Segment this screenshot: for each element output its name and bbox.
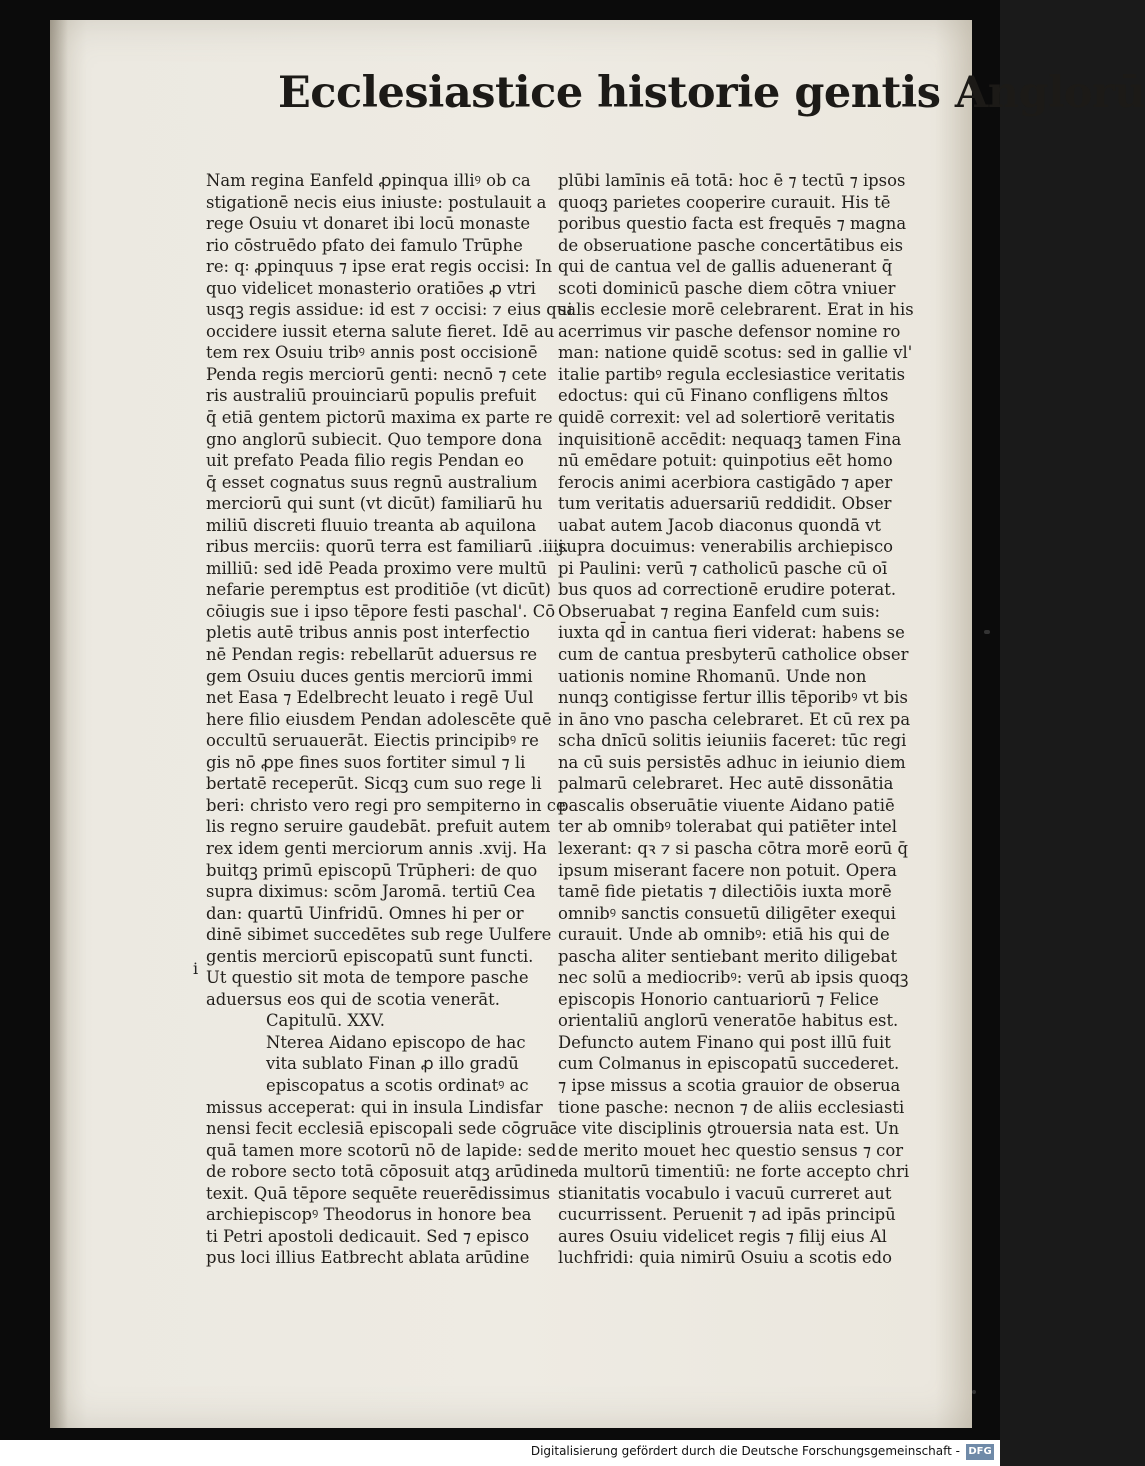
text-line: Nam regina Eanfeld ꝓpinqua illiꝰ ob ca bbox=[206, 171, 531, 190]
text-line: pus loci illius Eatbrecht ablata arūdine bbox=[206, 1248, 530, 1268]
funding-notice: Digitalisierung gefördert durch die Deutsche Forschungsgemeinschaft - bbox=[530, 1444, 960, 1458]
text-line: poribus questio facta est frequēs ⁊ magna bbox=[558, 214, 907, 234]
text-line: rex idem genti merciorum annis .xvij. Ha bbox=[206, 838, 547, 858]
text-line: missus acceperat: qui in insula Lindisfar bbox=[206, 1097, 543, 1117]
text-line: texit. Quā tēpore sequēte reuerēdissimus bbox=[206, 1183, 551, 1203]
text-line: quoqꝫ parietes cooperire curauit. His tē bbox=[558, 192, 891, 212]
text-line: merciorū qui sunt (vt dicūt) familiarū hu bbox=[206, 494, 543, 514]
text-line: milliū: sed idē Peada proximo vere multū bbox=[206, 558, 547, 578]
text-line: bertatē receperūt. Sicqꝫ cum suo rege li bbox=[206, 774, 542, 794]
text-line: q̄ etiā gentem pictorū maxima ex parte re bbox=[206, 408, 553, 428]
text-line: miliū discreti fluuio treanta ab aquilona bbox=[206, 515, 537, 535]
text-line: scoti dominicū pasche diem cōtra vniuer bbox=[558, 278, 896, 298]
text-line: aures Osuiu videlicet regis ⁊ filij eius Al bbox=[558, 1226, 887, 1246]
text-line: archiepiscopꝰ Theodorus in honore bea bbox=[206, 1205, 532, 1225]
text-line: pascalis obseruātie viuente Aidano patiē bbox=[558, 795, 895, 815]
text-line: scha dnīcū solitis ieiuniis faceret: tūc regi bbox=[558, 731, 907, 751]
dfg-logo: DFG bbox=[966, 1444, 994, 1460]
text-line: Nterea Aidano episcopo de hac bbox=[266, 1032, 526, 1052]
text-line: usqꝫ regis assidue: id est ⁊ occisi: ⁊ eius qui bbox=[206, 300, 573, 320]
text-line: ⁊ ipse missus a scotia grauior de obserua bbox=[558, 1075, 901, 1095]
text-line: pletis autē tribus annis post interfectio bbox=[206, 623, 530, 643]
text-line: quidē correxit: vel ad solertiorē veritatis bbox=[558, 408, 895, 428]
text-line: ferocis animi acerbiora castigādo ⁊ aper bbox=[558, 472, 893, 492]
text-line: orientaliū anglorū veneratōe habitus est. bbox=[558, 1011, 899, 1031]
text-line: buitqꝫ primū episcopū Trūpheri: de quo bbox=[206, 860, 538, 880]
text-line: stianitatis vocabulo i vacuū curreret aut bbox=[558, 1183, 892, 1203]
text-line: nec solū a mediocribꝰ: verū ab ipsis quoqꝫ bbox=[558, 968, 909, 988]
text-line: stigationē necis eius iniuste: postulauit a bbox=[206, 192, 547, 212]
text-line: inquisitionē accēdit: nequaqꝫ tamen Fina bbox=[558, 429, 902, 449]
text-line: dinē sibimet succedētes sub rege Uulfere bbox=[206, 925, 552, 945]
text-line: nū emēdare potuit: quinpotius eēt homo bbox=[558, 451, 893, 471]
text-line: nē Pendan regis: rebellarūt aduersus re bbox=[206, 645, 538, 665]
text-line: gno anglorū subiecit. Quo tempore dona bbox=[206, 429, 543, 449]
text-line: plūbi lamīnis eā totā: hoc ē ⁊ tectū ⁊ ipsos bbox=[558, 171, 906, 190]
text-line: Obseruabat ⁊ regina Eanfeld cum suis: bbox=[558, 601, 881, 621]
text-line: pi Paulini: verū ⁊ catholicū pasche cū oī bbox=[558, 558, 888, 578]
text-line: edoctus: qui cū Finano confligens m̄ltos bbox=[558, 386, 889, 406]
text-line: italie partibꝰ regula ecclesiastice veritatis bbox=[558, 364, 906, 384]
text-line: ti Petri apostoli dedicauit. Sed ⁊ episco bbox=[206, 1226, 530, 1246]
text-line: supra diximus: scōm Jaromā. tertiū Cea bbox=[206, 882, 536, 902]
text-line: Defuncto autem Finano qui post illū fuit bbox=[558, 1032, 891, 1052]
text-line: man: natione quidē scotus: sed in gallie vl' bbox=[558, 343, 913, 363]
text-line: omnibꝰ sanctis consuetū diligēter exequi bbox=[558, 903, 896, 923]
text-line: gentis merciorū episcopatū sunt functi. bbox=[206, 946, 534, 966]
text-line: episcopis Honorio cantuariorū ⁊ Felice bbox=[558, 989, 879, 1009]
text-line: episcopatus a scotis ordinatꝰ ac bbox=[266, 1075, 529, 1095]
text-line: vita sublato Finan ꝓ illo gradū bbox=[266, 1054, 519, 1074]
text-line: acerrimus vir pasche defensor nomine ro bbox=[558, 321, 901, 341]
text-line: uit prefato Peada filio regis Pendan eo bbox=[206, 451, 524, 471]
text-line: ter ab omnibꝰ tolerabat qui patiēter intel bbox=[558, 817, 897, 837]
text-line: occidere iussit eterna salute fieret. Idē au bbox=[206, 321, 555, 341]
text-line: in āno vno pascha celebraret. Et cū rex pa bbox=[558, 709, 911, 729]
text-line: nunqꝫ contigisse fertur illis tēporibꝰ vt bis bbox=[558, 688, 908, 708]
guide-letter: i bbox=[193, 959, 199, 978]
text-line: tione pasche: necnon ⁊ de aliis ecclesiasti bbox=[558, 1097, 905, 1117]
text-line: rege Osuiu vt donaret ibi locū monaste bbox=[206, 214, 531, 234]
text-line: quo videlicet monasterio oratiōes ꝓ vtri bbox=[206, 278, 536, 298]
text-line: ris australiū prouinciarū populis prefuit bbox=[206, 386, 537, 406]
text-line: supra docuimus: venerabilis archiepisco bbox=[558, 537, 893, 557]
text-line: ce vite disciplinis ꝯtrouersia nata est. Un bbox=[558, 1119, 900, 1139]
text-line: lexerant: qꝛ ⁊ si pascha cōtra morē eorū q̄ bbox=[558, 838, 908, 858]
text-line: de robore secto totā cōposuit atqꝫ arūdine bbox=[206, 1162, 560, 1182]
right-column bbox=[558, 170, 914, 1269]
text-line: ipsum miserant facere non potuit. Opera bbox=[558, 860, 897, 880]
chapter-heading-line: aduersus eos qui de scotia venerāt. bbox=[206, 989, 500, 1009]
running-heading: Ecclesiastice historie gentis Anglorū bbox=[278, 68, 1145, 118]
text-line: Penda regis merciorū genti: necnō ⁊ cete bbox=[206, 364, 547, 384]
chapter-heading-line: Ut questio sit mota de tempore pasche bbox=[206, 968, 529, 988]
text-line: nensi fecit ecclesiā episcopali sede cōgruā. bbox=[206, 1119, 565, 1139]
text-line: uabat autem Jacob diaconus quondā vt bbox=[558, 515, 881, 535]
footer-bar bbox=[0, 1440, 1000, 1466]
text-line: cum Colmanus in episcopatū succederet. bbox=[558, 1054, 900, 1074]
text-line: palmarū celebraret. Hec autē dissonātia bbox=[558, 774, 894, 794]
text-line: here filio eiusdem Pendan adolescēte quē bbox=[206, 709, 552, 729]
left-column bbox=[206, 170, 573, 1269]
text-line: de obseruatione pasche concertātibus eis bbox=[558, 235, 904, 255]
text-line: iuxta qd̄ in cantua fieri viderat: habens se bbox=[558, 623, 905, 643]
text-line: dan: quartū Uinfridū. Omnes hi per or bbox=[206, 903, 524, 923]
text-line: salis ecclesie morē celebrarent. Erat in his bbox=[558, 300, 914, 320]
text-line: net Easa ⁊ Edelbrecht leuato i regē Uul bbox=[206, 688, 534, 708]
text-line: beri: christo vero regi pro sempiterno in ce bbox=[206, 795, 566, 815]
margin-mark bbox=[972, 1390, 976, 1394]
text-line: de merito mouet hec questio sensus ⁊ cor bbox=[558, 1140, 904, 1160]
text-line: luchfridi: quia nimirū Osuiu a scotis edo bbox=[558, 1248, 892, 1268]
text-line: tem rex Osuiu tribꝰ annis post occisionē bbox=[206, 343, 538, 363]
text-line: cōiugis sue i ipso tēpore festi paschal'. Cō bbox=[206, 601, 556, 621]
text-line: gem Osuiu duces gentis merciorū immi bbox=[206, 666, 533, 686]
text-line: occultū seruauerāt. Eiectis principibꝰ re bbox=[206, 731, 539, 751]
text-line: q̄ esset cognatus suus regnū australium bbox=[206, 472, 538, 492]
margin-mark bbox=[984, 630, 990, 634]
text-line: curauit. Unde ab omnibꝰ: etiā his qui de bbox=[558, 925, 890, 945]
text-line: pascha aliter sentiebant merito diligebat bbox=[558, 946, 898, 966]
text-line: tamē fide pietatis ⁊ dilectiōis iuxta morē bbox=[558, 882, 892, 902]
chapter-label: Capitulū. XXV. bbox=[266, 1011, 385, 1031]
text-line: quā tamen more scotorū nō de lapide: sed bbox=[206, 1140, 557, 1160]
text-line: qui de cantua vel de gallis aduenerant q̄ bbox=[558, 257, 893, 277]
text-line: re: q꞉ ꝓpinquus ⁊ ipse erat regis occisi: In bbox=[206, 257, 553, 277]
text-line: rio cōstruēdo pfato dei famulo Trūphe bbox=[206, 235, 523, 255]
page-spine-shadow bbox=[50, 20, 68, 1428]
text-line: lis regno seruire gaudebāt. prefuit autem bbox=[206, 817, 551, 837]
text-line: ribus merciis: quorū terra est familiarū .iiij. bbox=[206, 537, 569, 557]
text-line: cucurrissent. Peruenit ⁊ ad ipās principū bbox=[558, 1205, 896, 1225]
text-line: na cū suis persistēs adhuc in ieiunio diem bbox=[558, 752, 906, 772]
text-line: da multorū timentiū: ne forte accepto chri bbox=[558, 1162, 910, 1182]
text-line: nefarie peremptus est proditiōe (vt dicūt) bbox=[206, 580, 551, 600]
text-line: uationis nomine Rhomanū. Unde non bbox=[558, 666, 867, 686]
text-line: cum de cantua presbyterū catholice obser bbox=[558, 645, 909, 665]
text-line: gis nō ꝓpe fines suos fortiter simul ⁊ li bbox=[206, 752, 526, 772]
text-line: bus quos ad correctionē erudire poterat. bbox=[558, 580, 897, 600]
text-line: tum veritatis aduersariū reddidit. Obser bbox=[558, 494, 892, 514]
